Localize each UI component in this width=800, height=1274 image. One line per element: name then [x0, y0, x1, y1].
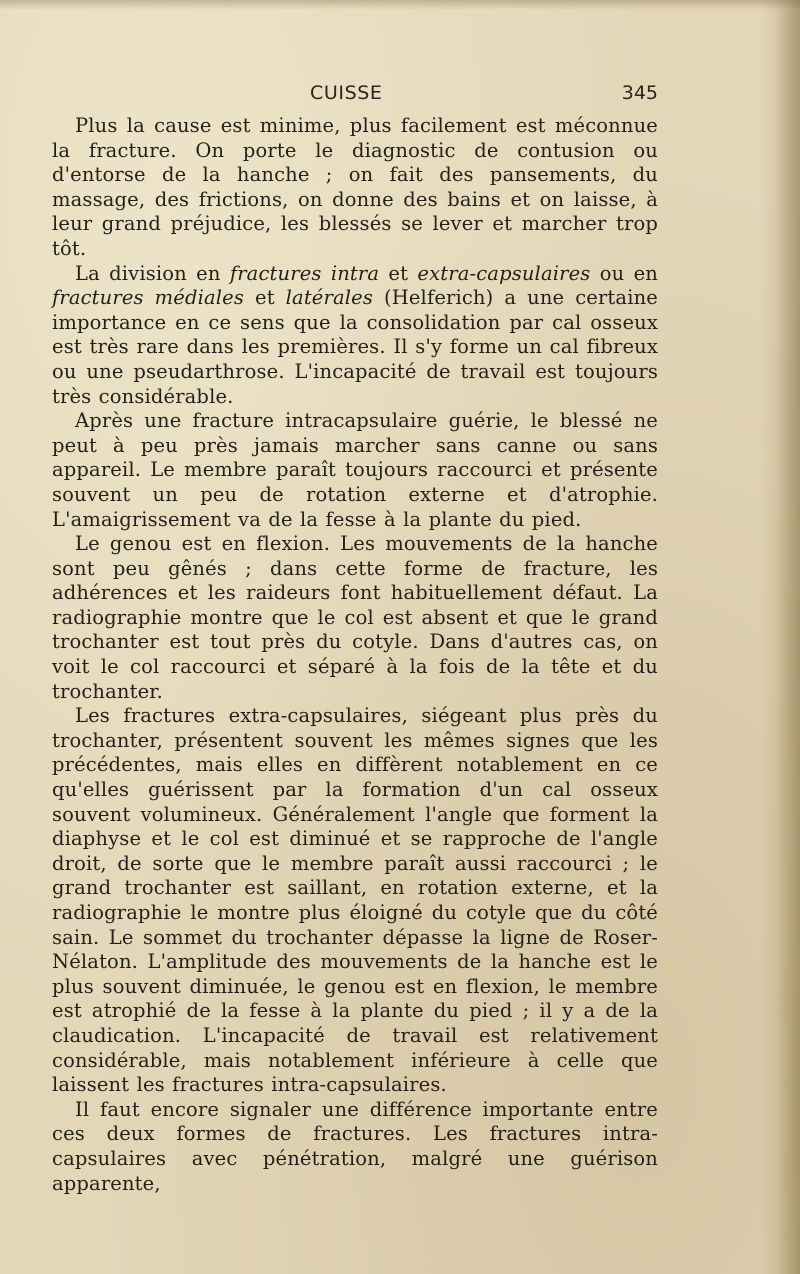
paragraph-2-text-4: et	[244, 286, 286, 310]
page-top-shadow	[0, 0, 800, 10]
paragraph-2-text-1: La division en	[75, 261, 230, 285]
term-extra-capsulaires: extra-capsulaires	[417, 261, 591, 285]
text-block	[52, 114, 658, 1196]
paragraph-2-text-5: (Helferich) a une certaine importance en ce sens que la consolidation par cal osseux est très rare dans les premières. Il s'y forme un cal fibreux ou une pseudarthrose. L'incapacité de travail est toujours très considérable.	[52, 286, 658, 408]
paragraph-2	[52, 262, 658, 410]
page-number: 345	[621, 82, 658, 104]
paragraph-3: Après une fracture intracapsulaire guérie, le blessé ne peut à peu près jamais marcher sans canne ou sans appareil. Le membre paraît toujours raccourci et présente souvent un peu de rotation externe et d'atrophie. L'amaigrissement va de la fesse à la plante du pied.	[52, 409, 658, 531]
running-head	[50, 82, 658, 108]
term-fractures-intra: fractures intra	[229, 261, 380, 285]
paragraph-1: Plus la cause est minime, plus facilement est méconnue la fracture. On porte le diagnostic de contusion ou d'entorse de la hanche ; on fait des pansements, du massage, des frictions, on donne des bains et on laisse, à leur grand préjudice, les blessés se lever et marcher trop tôt.	[52, 114, 658, 260]
running-title: CUISSE	[310, 82, 383, 104]
term-fractures-mediales: fractures médiales	[52, 286, 245, 310]
paragraph-5: Les fractures extra-capsulaires, siégeant plus près du trochanter, présentent souvent les mêmes signes que les précédentes, mais elles en diffèrent notablement en ce qu'elles guérissent par la formation d'un cal osseux souvent volumineux. Généralement l'angle que forment la diaphyse et le col est diminué et se rapproche de l'angle droit, de sorte que le membre paraît aussi raccourci ; le grand trochanter est saillant, en rotation externe, et la radiographie le montre plus éloigné du cotyle que du côté sain. Le sommet du trochanter dépasse la ligne de Roser-Nélaton. L'amplitude des mouvements de la hanche est le plus souvent diminuée, le genou est en flexion, le membre est atrophié de la fesse à la plante du pied ; il y a de la claudication. L'incapacité de travail est relativement considérable, mais notablement inférieure à celle que laissent les fractures intra-capsulaires.	[52, 704, 658, 1097]
paragraph-2-text-2: et	[379, 261, 418, 285]
term-laterales: latérales	[285, 286, 373, 310]
paragraph-2-text-3: ou en	[590, 261, 658, 285]
paragraph-4: Le genou est en flexion. Les mouvements de la hanche sont peu gênés ; dans cette forme de fracture, les adhérences et les raideurs font habituellement défaut. La radiographie montre que le col est absent et que le grand trochanter est tout près du cotyle. Dans d'autres cas, on voit le col raccourci et séparé à la fois de la tête et du trochanter.	[52, 532, 658, 703]
page-right-edge	[776, 0, 800, 1274]
paragraph-6: Il faut encore signaler une différence importante entre ces deux formes de fractures. Les fractures intra-capsulaires avec pénétration, malgré une guérison apparente,	[52, 1097, 658, 1195]
